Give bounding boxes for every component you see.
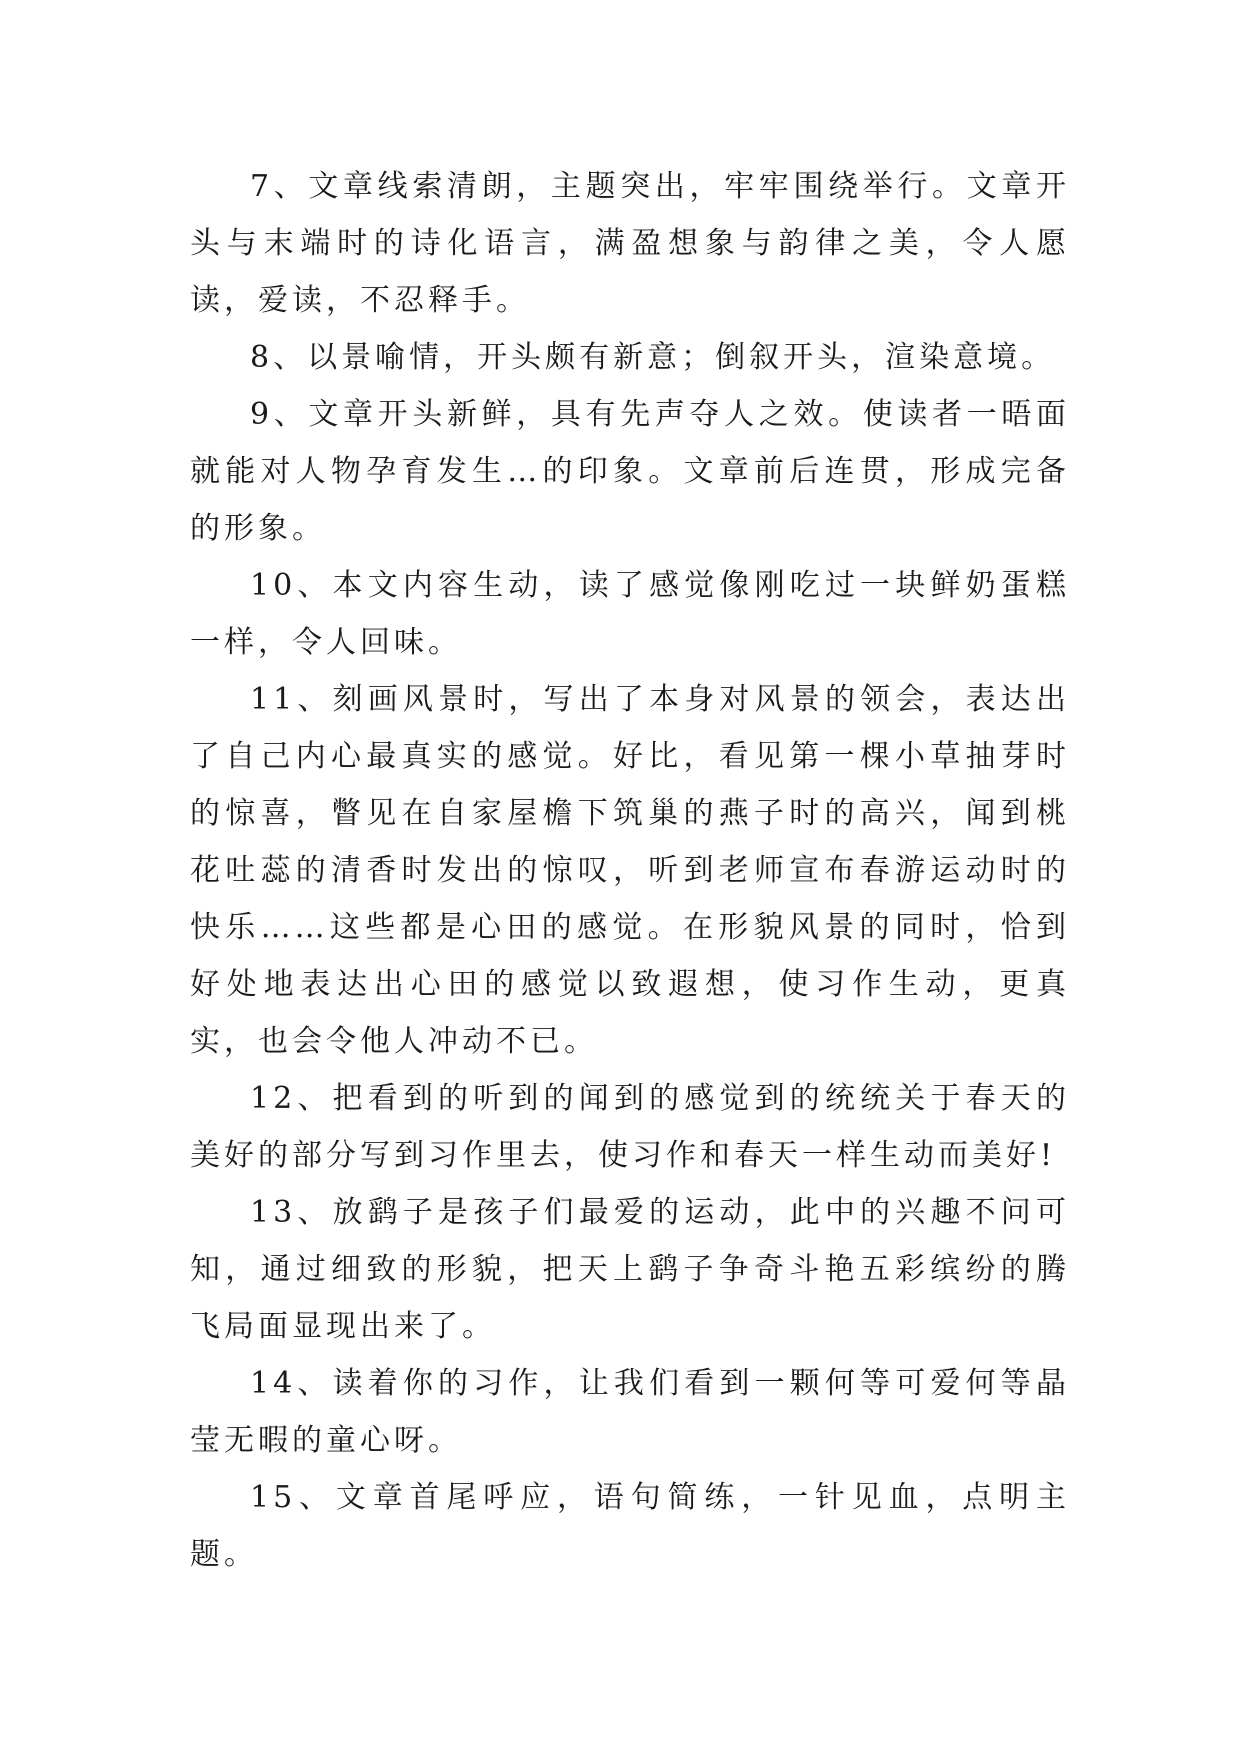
paragraph-10: 10、本文内容生动，读了感觉像刚吃过一块鲜奶蛋糕一样，令人回味。 <box>190 568 1070 660</box>
paragraph-15: 15、文章首尾呼应，语句简练，一针见血，点明主题。 <box>190 1480 1070 1572</box>
document-body <box>190 158 1070 1583</box>
paragraph-13: 13、放鹞子是孩子们最爱的运动，此中的兴趣不问可知，通过细致的形貌，把天上鹞子争奇斗艳五彩缤纷的腾飞局面显现出来了。 <box>190 1195 1070 1344</box>
paragraph-12: 12、把看到的听到的闻到的感觉到的统统关于春天的美好的部分写到习作里去，使习作和春天一样生动而美好! <box>190 1081 1070 1173</box>
paragraph-9: 9、文章开头新鲜，具有先声夺人之效。使读者一晤面就能对人物孕育发生…的印象。文章前后连贯，形成完备的形象。 <box>190 397 1070 546</box>
paragraph-14: 14、读着你的习作，让我们看到一颗何等可爱何等晶莹无暇的童心呀。 <box>190 1366 1070 1458</box>
paragraph-11: 11、刻画风景时，写出了本身对风景的领会，表达出了自己内心最真实的感觉。好比，看见第一棵小草抽芽时的惊喜，瞥见在自家屋檐下筑巢的燕子时的高兴，闻到桃花吐蕊的清香时发出的惊叹，听到老师宣布春游运动时的快乐……这些都是心田的感觉。在形貌风景的同时，恰到好处地表达出心田的感觉以致遐想，使习作生动，更真实，也会令他人冲动不已。 <box>190 682 1070 1059</box>
paragraph-8: 8、以景喻情，开头颇有新意；倒叙开头，渲染意境。 <box>250 340 1056 375</box>
paragraph-7: 7、文章线索清朗，主题突出，牢牢围绕举行。文章开头与末端时的诗化语言，满盈想象与韵律之美，令人愿读，爱读，不忍释手。 <box>190 169 1070 318</box>
